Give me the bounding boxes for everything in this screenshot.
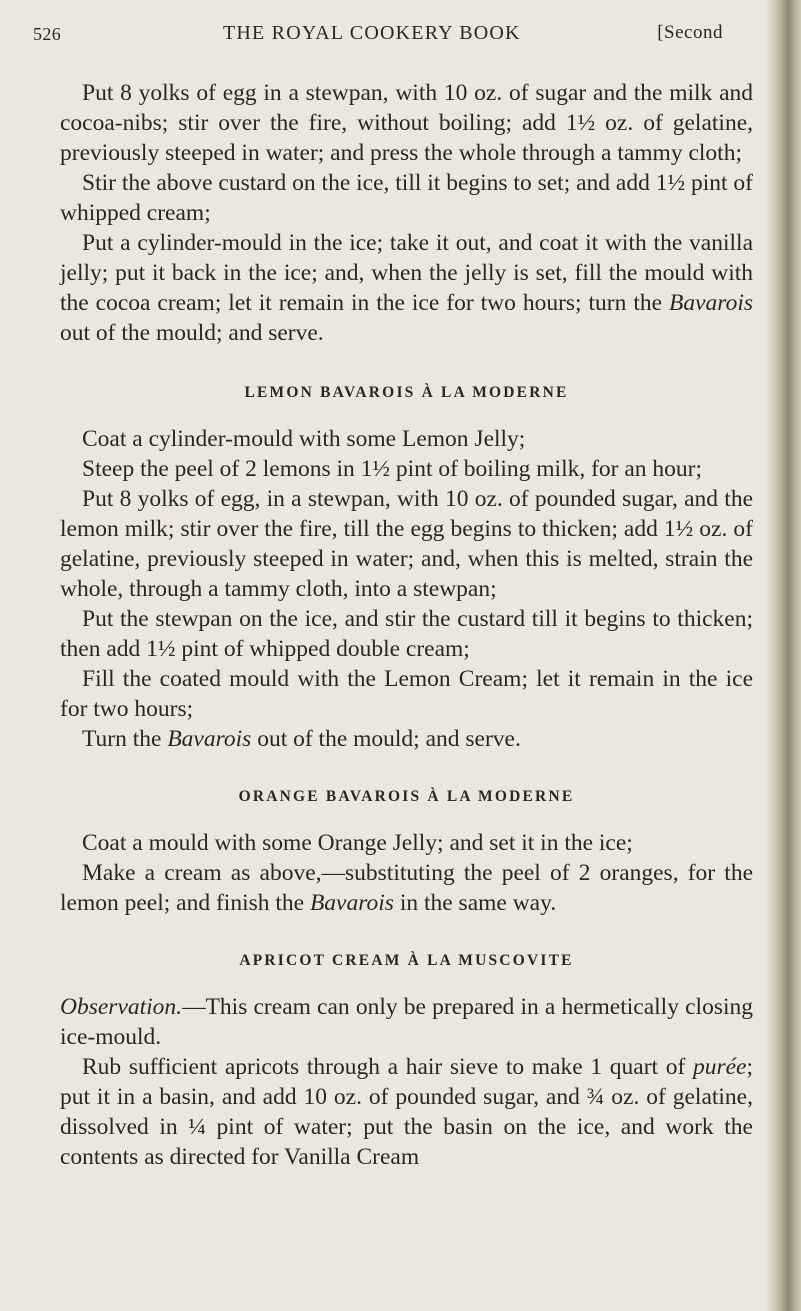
italic-term: Bavarois [669, 290, 753, 316]
page-number: 526 [33, 24, 62, 44]
italic-term: Bavarois [309, 890, 394, 916]
italic-term: Bavarois [167, 726, 252, 752]
paragraph: Fill the coated mould with the Lemon Cream; let it remain in the ice for two hours; [60, 666, 753, 722]
paragraph: Rub sufficient apricots through a hair sieve to make 1 quart of purée; put it in a basin, and add 10 oz. of pounded sugar, and ¾ oz. of gelatine, dissolved in ¼ pint of water; put the basin on the ice, and work the contents as directed for Vanilla Cream [60, 1054, 753, 1170]
running-head [33, 20, 723, 50]
paragraph: Stir the above custard on the ice, till it begins to set; and add 1½ pint of whipped cream; [60, 170, 753, 226]
paragraph: Turn the Bavarois out of the mould; and serve. [82, 726, 521, 752]
body-text [60, 78, 753, 1172]
paragraph: Observation.—This cream can only be prepared in a hermetically closing ice-mould. [60, 994, 753, 1050]
recipe-title: APRICOT CREAM À LA MUSCOVITE [239, 952, 574, 969]
paragraph: Put 8 yolks of egg in a stewpan, with 10 oz. of sugar and the milk and cocoa-nibs; stir over the fire, without boiling; add 1½ oz. of gelatine, previously steeped in water; and press the whole through a tammy cloth; [60, 80, 753, 166]
paragraph: Steep the peel of 2 lemons in 1½ pint of boiling milk, for an hour; [82, 456, 703, 482]
section-marker: [Second [657, 22, 723, 43]
paragraph: Make a cream as above,—substituting the peel of 2 oranges, for the lemon peel; and finish the Bavarois in the same way. [60, 860, 753, 916]
page-edge [773, 0, 801, 1311]
paragraph [60, 228, 753, 348]
paragraph: Coat a mould with some Orange Jelly; and set it in the ice; [82, 830, 633, 856]
italic-term: purée [692, 1054, 747, 1080]
recipe-title: LEMON BAVAROIS À LA MODERNE [244, 384, 569, 401]
book-title: THE ROYAL COOKERY BOOK [223, 22, 521, 44]
italic-term: Observation. [60, 994, 183, 1020]
paragraph: Coat a cylinder-mould with some Lemon Jelly; [82, 426, 526, 452]
paragraph-text: Put a cylinder-mould in the ice; take it out, and coat it with the vanilla jelly; put it back in the ice; and, when the jelly is set, fill the mould with the cocoa cream; let it remain in the ice for two hours; turn the Bavarois out of the mould; and serve. [60, 230, 753, 346]
recipe-title: ORANGE BAVAROIS À LA MODERNE [238, 788, 575, 805]
paragraph: Put 8 yolks of egg, in a stewpan, with 10 oz. of pounded sugar, and the lemon milk; stir over the fire, till the egg begins to thicken; add 1½ oz. of gelatine, previously steeped in water; and, when this is melted, strain the whole, through a tammy cloth, into a stewpan; [60, 486, 753, 602]
paragraph: Put the stewpan on the ice, and stir the custard till it begins to thicken; then add 1½ pint of whipped double cream; [60, 606, 753, 662]
